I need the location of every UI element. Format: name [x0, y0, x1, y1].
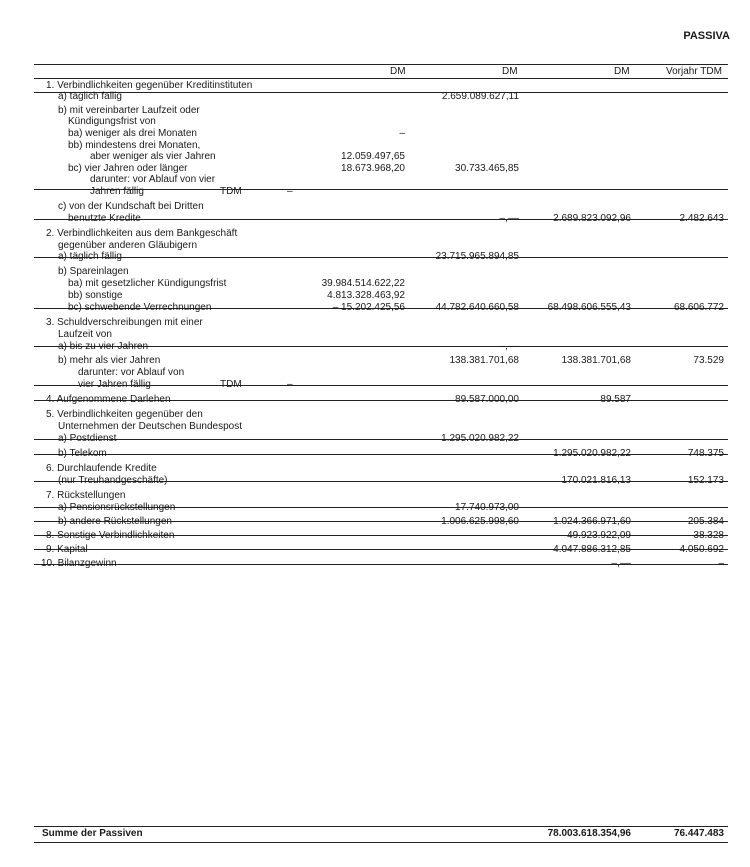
row-label: 8. Sonstige Verbindlichkeiten [46, 530, 175, 541]
row-label: 1. Verbindlichkeiten gegenüber Kreditinstituten [46, 80, 253, 91]
header-vorjahr: Vorjahr TDM [666, 66, 722, 77]
row-label: bc) schwebende Verrechnungen [68, 302, 212, 313]
cell-c2: 30.733.465,85 [455, 163, 519, 174]
row-label: bb) mindestens drei Monaten, [68, 140, 201, 151]
cell-c4: 152.173 [687, 475, 724, 486]
cell-c2: –,–– [499, 213, 519, 224]
row-label: (nur Treuhandgeschäfte) [58, 475, 168, 486]
row-divider [34, 92, 728, 93]
header-dm-3: DM [614, 66, 630, 77]
row-divider [34, 257, 728, 258]
cell-c3: 1.024.366.971,60 [553, 516, 631, 527]
total-vorjahr: 76.447.483 [673, 828, 724, 839]
cell-c3: 170.021.816,13 [561, 475, 631, 486]
row-label: Unternehmen der Deutschen Bundespost [58, 421, 243, 432]
cell-c4: 68.606.772 [673, 302, 724, 313]
cell-c4: 205.384 [687, 516, 724, 527]
cell-c2: 2.659.089.627,11 [441, 91, 519, 102]
cell-c1: – 15.202.425,56 [332, 302, 405, 313]
row-label: bb) sonstige [68, 290, 123, 301]
row-label: darunter: vor Ablauf von [78, 367, 185, 378]
row-label: a) täglich fällig [58, 91, 122, 102]
row-label: a) täglich fällig [58, 251, 122, 262]
cell-c2: 1.006.625.998,60 [441, 516, 519, 527]
cell-c2: 23.715.965.894,85 [435, 251, 519, 262]
row-label: b) Telekom [58, 448, 107, 459]
row-label: 3. Schuldverschreibungen mit einer [46, 317, 203, 328]
cell-c2: 138.381.701,68 [449, 355, 519, 366]
row-divider [34, 439, 728, 440]
header-dm-1: DM [390, 66, 406, 77]
cell-c3: 4.047.886.312,85 [553, 544, 631, 555]
cell-c3: 68.498.606.555,43 [547, 302, 631, 313]
total-label: Summe der Passiven [42, 828, 143, 839]
row-label: a) Postdienst [58, 433, 117, 444]
row-label: 5. Verbindlichkeiten gegenüber den [46, 409, 203, 420]
cell-tdm: TDM [220, 186, 242, 197]
cell-c3: 2.689.823.092,96 [553, 213, 631, 224]
cell-c2: 1.295.020.982,22 [441, 433, 519, 444]
cell-c2: –,–– [499, 341, 519, 352]
cell-c3: 138.381.701,68 [561, 355, 631, 366]
page-title: PASSIVA [683, 30, 730, 42]
cell-tdm: TDM [220, 379, 242, 390]
row-label: vier Jahren fällig [78, 379, 151, 390]
row-label: ba) weniger als drei Monaten [68, 128, 197, 139]
cell-c3: 89.587 [600, 394, 631, 405]
cell-c1: – [399, 128, 405, 139]
cell-c4: 4.050.692 [679, 544, 724, 555]
row-label: b) andere Rückstellungen [58, 516, 172, 527]
row-label: aber weniger als vier Jahren [90, 151, 216, 162]
cell-dash: – [287, 186, 293, 197]
row-label: Laufzeit von [58, 329, 112, 340]
row-label: Kündigungsfrist von [68, 116, 156, 127]
cell-c4: 73.529 [693, 355, 724, 366]
cell-c1: 12.059.497,65 [341, 151, 405, 162]
cell-c4: 2.482.643 [679, 213, 724, 224]
cell-c3: 49.923.922,09 [567, 530, 631, 541]
row-label: Jahren fällig [90, 186, 144, 197]
cell-c3: –,–– [611, 558, 631, 569]
cell-c2: 17.740.973,00 [455, 502, 519, 513]
cell-dash: – [287, 379, 293, 390]
row-label: 6. Durchlaufende Kredite [46, 463, 157, 474]
row-label: benutzte Kredite [68, 213, 141, 224]
cell-c2: 89.587.000,00 [455, 394, 519, 405]
row-label: gegenüber anderen Gläubigern [58, 240, 197, 251]
row-label: b) mit vereinbarter Laufzeit oder [58, 105, 200, 116]
total-dm: 78.003.618.354,96 [547, 828, 631, 839]
row-label: 2. Verbindlichkeiten aus dem Bankgeschäft [46, 228, 238, 239]
row-label: 9. Kapital [46, 544, 88, 555]
row-label: ba) mit gesetzlicher Kündigungsfrist [68, 278, 227, 289]
row-label: 7. Rückstellungen [46, 490, 126, 501]
row-label: darunter: vor Ablauf von vier [90, 174, 216, 185]
header-dm-2: DM [502, 66, 518, 77]
row-label: bc) vier Jahren oder länger [68, 163, 188, 174]
row-label: a) bis zu vier Jahren [58, 341, 149, 352]
cell-c4: 38.328 [693, 530, 724, 541]
row-divider [34, 78, 728, 79]
row-label: 4. Aufgenommene Darlehen [46, 394, 171, 405]
cell-c1: 4.813.328.463,92 [327, 290, 405, 301]
cell-c1: 39.984.514.622,22 [321, 278, 405, 289]
cell-c4: – [718, 558, 724, 569]
cell-c2: 44.782.640.660,58 [435, 302, 519, 313]
row-label: b) mehr als vier Jahren [58, 355, 161, 366]
row-label: b) Spareinlagen [58, 266, 129, 277]
cell-c4: 748.375 [687, 448, 724, 459]
row-divider [34, 64, 728, 65]
cell-c3: 1.295.020.982,22 [553, 448, 631, 459]
cell-c1: 18.673.968,20 [341, 163, 405, 174]
row-label: c) von der Kundschaft bei Dritten [58, 201, 204, 212]
row-label: a) Pensionsrückstellungen [58, 502, 176, 513]
row-label: 10. Bilanzgewinn [41, 558, 117, 569]
